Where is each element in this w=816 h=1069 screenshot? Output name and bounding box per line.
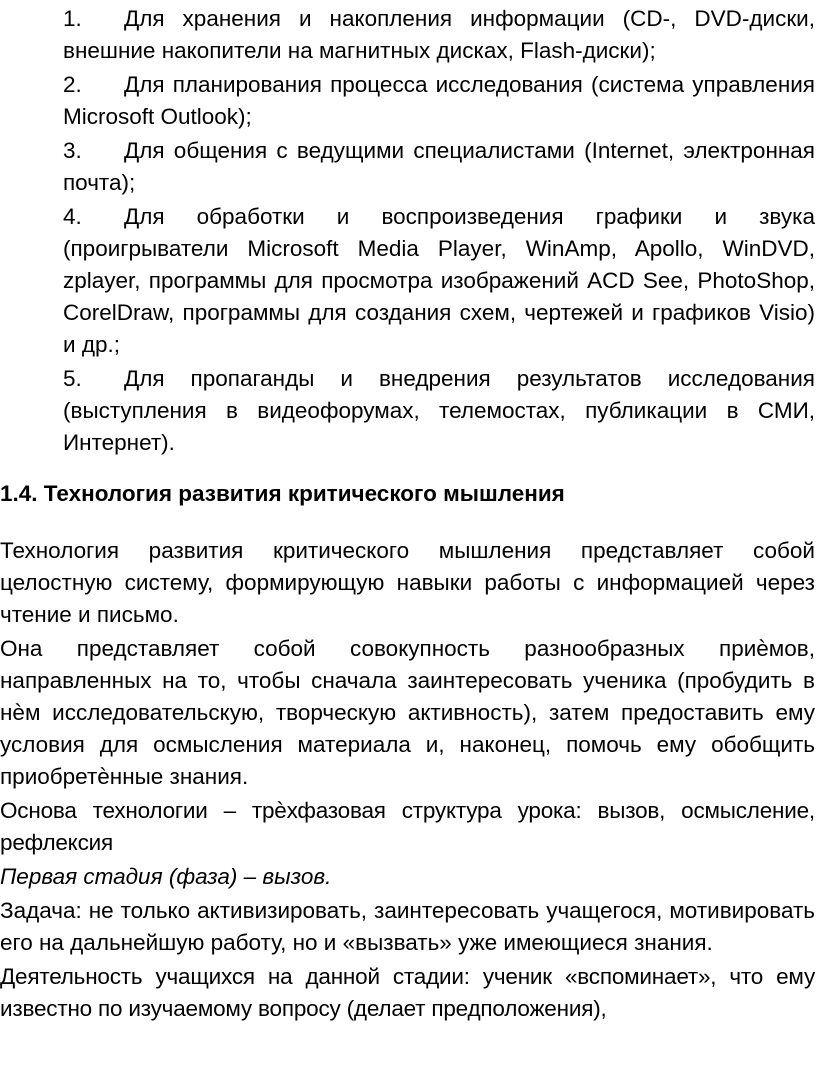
list-item-number: 5. (63, 366, 82, 391)
list-item (63, 3, 815, 67)
section-heading: 1.4. Технология развития критического мышления (0, 481, 565, 506)
list-item (63, 363, 815, 459)
list-item-text: Для обработки и воспроизведения графики и звука (проигрыватели Microsoft Media Player, WinAmp, Apollo, WinDVD, zplayer, программы для просмотра изображений ACD See, PhotoShop, CorelDraw, программы для создания схем, чертежей и графиков Visio) и др.; (63, 204, 815, 357)
list-item-text: Для общения с ведущими специалистами (Internet, электронная почта); (63, 138, 815, 195)
list-item (63, 69, 815, 133)
list-item-paragraph (63, 135, 815, 199)
list-item-number: 4. (63, 204, 82, 229)
section-body (0, 535, 815, 1027)
paragraph-first-stage: Первая стадия (фаза) – вызов. (0, 864, 332, 889)
list-item-text: Для планирования процесса исследования (система управления Microsoft Outlook); (63, 72, 815, 129)
paragraph-activity: Деятельность учащихся на данной стадии: ученик «вспоминает», что ему известно по изучаемому вопросу (делает предположения), (0, 964, 815, 1021)
list-item-text: Для хранения и накопления информации (CD-, DVD-диски, внешние накопители на магнитных дисках, Flash-диски); (63, 6, 815, 63)
paragraph-structure: Основа технологии – трѐхфазовая структура урока: вызов, осмысление, рефлексия (0, 798, 815, 855)
list-item (63, 201, 815, 361)
paragraph-task: Задача: не только активизировать, заинтересовать учащегося, мотивировать его на дальнейшую работу, но и «вызвать» уже имеющиеся знания. (0, 898, 815, 955)
list-item-paragraph (63, 3, 815, 67)
list-item-paragraph (63, 201, 815, 361)
numbered-list (63, 3, 815, 461)
list-item-paragraph (63, 69, 815, 133)
list-item-number: 2. (63, 72, 82, 97)
paragraph-description: Она представляет собой совокупность разнообразных приѐмов, направленных на то, чтобы сначала заинтересовать ученика (пробудить в нѐм исследовательскую, творческую активность), затем предоставить ему условия для осмысления материала и, наконец, помочь ему обобщить приобретѐнные знания. (0, 636, 815, 789)
list-item (63, 135, 815, 199)
list-item-paragraph (63, 363, 815, 459)
list-item-number: 1. (63, 6, 82, 31)
paragraph-definition: Технология развития критического мышления представляет собой целостную систему, формирующую навыки работы с информацией через чтение и письмо. (0, 538, 815, 627)
list-item-text: Для пропаганды и внедрения результатов исследования (выступления в видеофорумах, телемостах, публикации в СМИ, Интернет). (63, 366, 815, 455)
list-item-number: 3. (63, 138, 82, 163)
